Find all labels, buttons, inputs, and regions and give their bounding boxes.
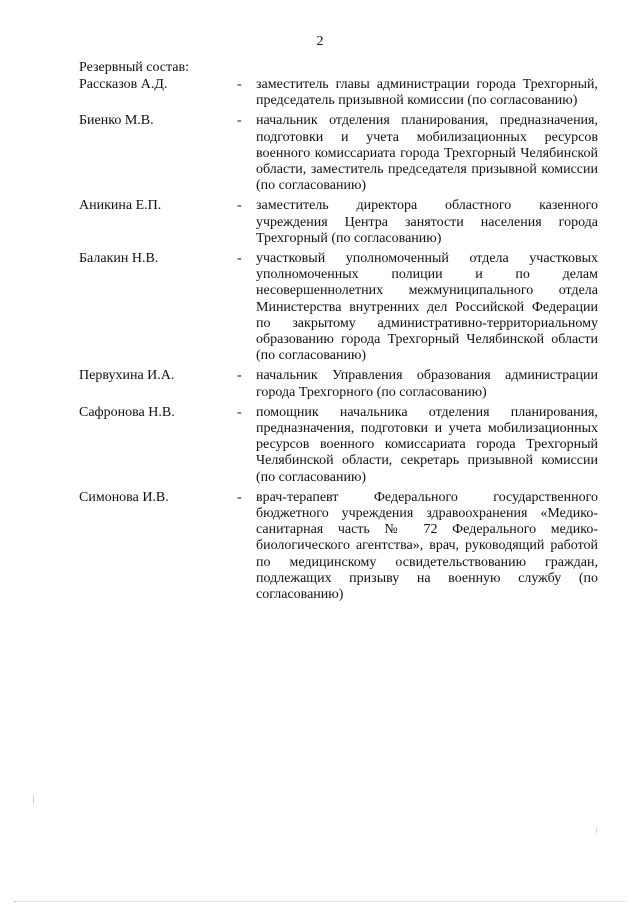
scan-speck: [33, 795, 34, 804]
dash-separator: -: [237, 489, 242, 505]
member-entry: [0, 251, 640, 364]
section-title: Резервный состав:: [79, 60, 190, 75]
member-entry: [0, 113, 640, 194]
dash-separator: -: [237, 77, 242, 92]
member-list: [0, 77, 640, 607]
member-entry: [0, 198, 640, 247]
member-role: начальник Управления образования администрации города Трехгорного (по согласованию): [256, 368, 598, 400]
member-name: Симонова И.В.: [79, 489, 169, 505]
scan-speck: [596, 827, 597, 833]
member-name: Аникина Е.П.: [79, 198, 162, 214]
page-number: 2: [316, 34, 324, 49]
member-name: Первухина И.А.: [79, 368, 175, 384]
member-role: заместитель главы администрации города Трехгорный, председатель призывной комиссии (по согласованию): [256, 77, 598, 109]
member-name: Биенко М.В.: [79, 113, 154, 129]
member-role: врач-терапевт Федерального государственного бюджетного учреждения здравоохранения «Медико-санитарная часть № 72 Федерального медико-биологического агентства», врач, руководящий работой по медицинскому освидетельствованию граждан, подлежащих призыву на военную службу (по согласованию): [256, 489, 598, 603]
member-role: помощник начальника отделения планирования, предназначения, подготовки и учета мобилизационных ресурсов военного комиссариата города Трехгорный Челябинской области, секретарь призывной комиссии (по согласованию): [256, 404, 598, 485]
member-role: начальник отделения планирования, предназначения, подготовки и учета мобилизационных ресурсов военного комиссариата города Трехгорный Челябинской области, заместитель председателя призывной комиссии (по согласованию): [256, 113, 598, 194]
dash-separator: -: [237, 404, 242, 420]
member-name: Сафронова Н.В.: [79, 404, 175, 420]
member-role: участковый уполномоченный отдела участковых уполномоченных полиции и по делам несовершеннолетних межмуниципального отдела Министерства внутренних дел Российской Федерации по закрытому административно-территориальному образованию города Трехгорный Челябинской области (по согласованию): [256, 251, 598, 364]
member-name: Рассказов А.Д.: [79, 77, 168, 92]
member-role: заместитель директора областного казенного учреждения Центра занятости населения города Трехгорный (по согласованию): [256, 198, 598, 246]
member-name: Балакин Н.В.: [79, 251, 159, 267]
member-entry: [0, 490, 640, 603]
dash-separator: -: [237, 198, 242, 214]
dash-separator: -: [237, 113, 242, 129]
member-entry: [0, 77, 640, 109]
dash-separator: -: [237, 368, 242, 384]
scan-edge-line: [14, 901, 626, 902]
member-entry: [0, 405, 640, 486]
member-entry: [0, 368, 640, 400]
dash-separator: -: [237, 251, 242, 267]
